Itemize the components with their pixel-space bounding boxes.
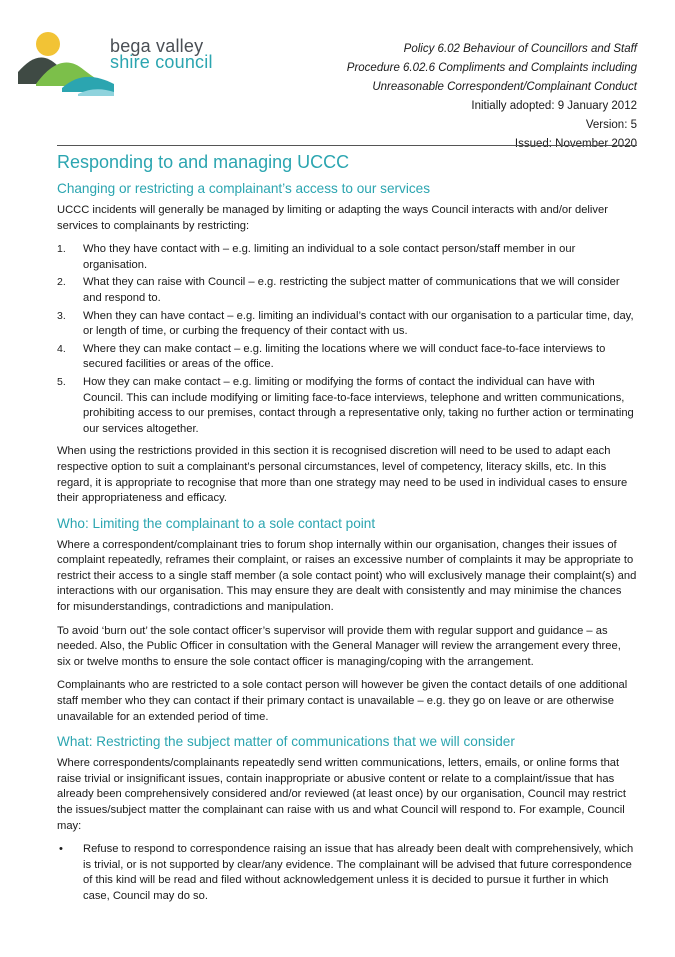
bullet-icon: • xyxy=(59,843,63,856)
document-meta xyxy=(347,40,637,154)
list-item xyxy=(57,342,637,373)
meta-procedure: Procedure 6.02.6 Compliments and Complaints including xyxy=(346,62,637,74)
list-item xyxy=(57,375,637,437)
section-intro-paragraph: UCCC incidents will generally be managed by limiting or adapting the ways Council interacts with and/or deliver services to complainants by restricting: xyxy=(57,204,608,232)
meta-policy: Policy 6.02 Behaviour of Councillors and Staff xyxy=(403,43,637,55)
sun-icon xyxy=(36,32,60,56)
paragraph: Where a correspondent/complainant tries to forum shop internally within our organisation, changes their issues of complaint repeatedly, reframes their complaint, or raises an excessive number of complaints it may be appropriate to restrict their access to a single staff member (a sole contact point) who will exclusively manage their complaint(s) and interactions with our organisation. This may ensure they are dealt with consistently and may minimise the chances for misunderstandings, contradictions and manipulation. xyxy=(57,538,637,614)
logo-wordmark xyxy=(110,38,213,70)
list-number: 2. xyxy=(57,276,66,289)
list-item-text: What they can raise with Council – e.g. restricting the subject matter of communications that we will consider and respond to. xyxy=(83,276,620,304)
restrictions-list xyxy=(57,242,637,437)
mountains-logo-icon xyxy=(18,26,114,98)
list-item xyxy=(57,842,637,904)
paragraph: Complainants who are restricted to a sole contact person will however be given the contact details of one additional staff member who they can contact if their primary contact is unavailable – e.g. they go on leave or are otherwise unavailable for an extended period of time. xyxy=(57,679,628,723)
document-body xyxy=(57,150,637,905)
section-heading-access: Changing or restricting a complainant’s access to our services xyxy=(57,181,430,196)
list-number: 1. xyxy=(57,243,66,256)
meta-issued: Issued: November 2020 xyxy=(514,138,637,150)
meta-version: Version: 5 xyxy=(585,119,637,131)
paragraph: Where correspondents/complainants repeatedly send written communications, letters, emails, or online forms that raise trivial or insignificant issues, contain inappropriate or abusive content or relate to a complaint/issue that has already been comprehensively considered and/or reviewed (at least once) by our organisation, Council may restrict the issues/subject matter the complainant can raise with us and what Council will respond to. For example, Council may: xyxy=(57,757,626,832)
list-number: 5. xyxy=(57,375,66,388)
meta-adopted: Initially adopted: 9 January 2012 xyxy=(471,100,637,112)
bullet-list xyxy=(57,842,637,904)
logo-line-bega-valley: bega valley xyxy=(110,36,204,56)
section-heading-who: Who: Limiting the complainant to a sole contact point xyxy=(57,515,376,531)
list-item-text: Refuse to respond to correspondence raising an issue that has already been dealt with comprehensively, which is trivial, or is not supported by clear/any evidence. The complainant will be advised that future correspondence of this kind will be read and filed without acknowledgement unless it is decided to pursue it further in which case, Council may do so. xyxy=(83,843,634,902)
section-closing-paragraph: When using the restrictions provided in this section it is recognised discretion will need to be used to adapt each respective option to suit a complainant’s personal circumstances, level of competency, literacy skills, etc. In this regard, it is appropriate to recognise that more than one strategy may need to be used in individual cases to ensure their appropriateness and efficacy. xyxy=(57,445,628,505)
list-number: 3. xyxy=(57,309,66,322)
header-divider xyxy=(57,145,637,146)
meta-procedure-cont: Unreasonable Correspondent/Complainant Conduct xyxy=(372,81,637,93)
list-item-text: Where they can make contact – e.g. limiting the locations where we will conduct face-to-face interviews to secured facilities or areas of the office. xyxy=(83,342,606,371)
page-title: Responding to and managing UCCC xyxy=(57,152,350,172)
paragraph: To avoid ‘burn out’ the sole contact officer’s supervisor will provide them with regular support and guidance – as needed. Also, the Public Officer in consultation with the General Manager will review the arrangement every three, six or twelve months to ensure the sole contact officer is managing/coping with the arrangement. xyxy=(57,624,621,668)
section-heading-what: What: Restricting the subject matter of communications that we will consider xyxy=(57,734,515,750)
list-item-text: When they can have contact – e.g. limiting an individual’s contact with our organisation to a particular time, day, or length of time, or curbing the frequency of their contact with us. xyxy=(83,309,634,338)
list-item-text: How they can make contact – e.g. limiting or modifying the forms of contact the individual can have with Council. This can include modifying or limiting face-to-face interviews, telephone and written communications, prohibiting access to our premises, contact through a representative only, taking no further action or terminating our services altogether. xyxy=(83,375,634,435)
list-item-text: Who they have contact with – e.g. limiting an individual to a sole contact person/staff member in our organisation. xyxy=(83,243,576,271)
list-item xyxy=(57,242,637,273)
list-number: 4. xyxy=(57,342,66,355)
logo-line-shire-council: shire council xyxy=(110,52,213,72)
list-item xyxy=(57,275,637,306)
list-item xyxy=(57,309,637,340)
council-logo xyxy=(18,26,248,98)
